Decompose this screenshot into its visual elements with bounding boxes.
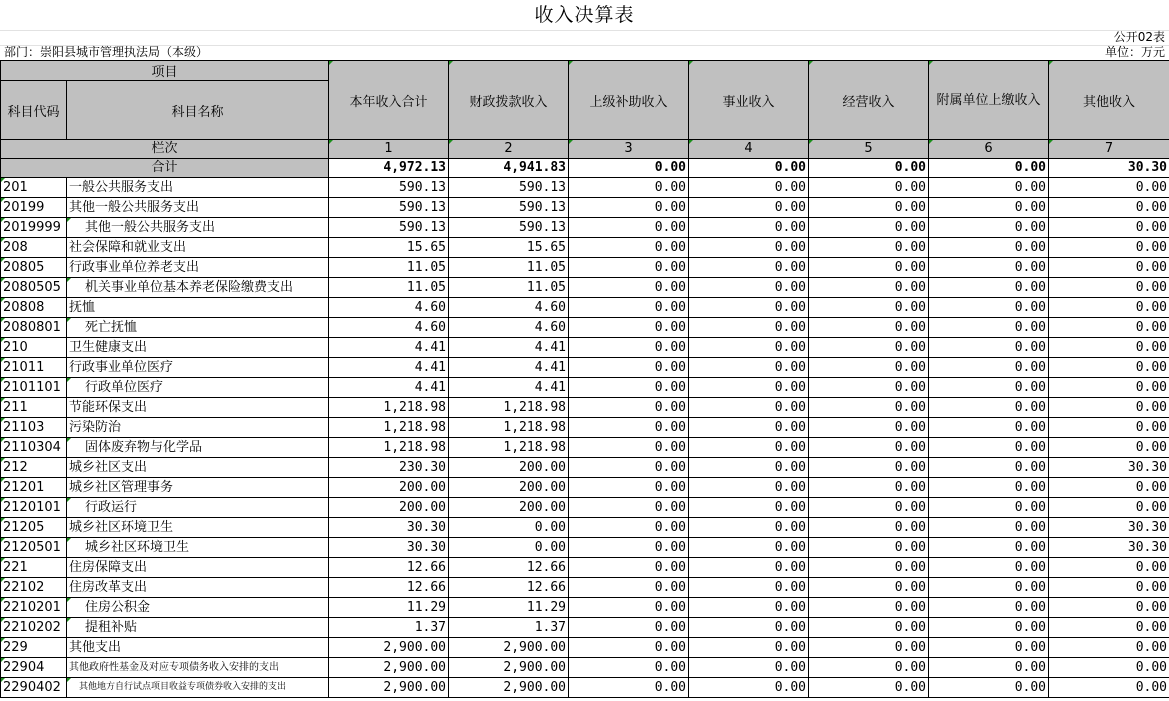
amount-cell: 0.00 <box>929 518 1049 538</box>
amount-cell: 0.00 <box>929 298 1049 318</box>
subject-code: 2120101 <box>1 498 67 518</box>
amount-cell: 0.00 <box>689 178 809 198</box>
amount-cell: 0.00 <box>569 218 689 238</box>
amount-cell: 30.30 <box>329 518 449 538</box>
amount-cell: 0.00 <box>1049 178 1169 198</box>
col-header-business: 事业收入 <box>689 61 809 140</box>
lanci-label: 栏次 <box>1 140 329 159</box>
table-row <box>1 438 1169 458</box>
amount-cell: 0.00 <box>809 578 929 598</box>
amount-cell: 4.60 <box>449 318 569 338</box>
amount-cell: 0.00 <box>809 258 929 278</box>
table-row <box>1 538 1169 558</box>
amount-cell: 0.00 <box>569 398 689 418</box>
subject-code: 2210202 <box>1 618 67 638</box>
amount-cell: 0.00 <box>689 198 809 218</box>
amount-cell: 0.00 <box>1049 338 1169 358</box>
amount-cell: 0.00 <box>809 178 929 198</box>
amount-cell: 4.41 <box>329 358 449 378</box>
amount-cell: 0.00 <box>689 318 809 338</box>
total-value: 0.00 <box>809 159 929 178</box>
amount-cell: 0.00 <box>929 538 1049 558</box>
subject-name: 行政运行 <box>67 498 329 518</box>
total-value: 4,941.83 <box>449 159 569 178</box>
amount-cell: 0.00 <box>569 258 689 278</box>
amount-cell: 2,900.00 <box>329 638 449 658</box>
amount-cell: 0.00 <box>569 418 689 438</box>
subject-name: 城乡社区环境卫生 <box>67 538 329 558</box>
amount-cell: 0.00 <box>1049 478 1169 498</box>
table-row <box>1 338 1169 358</box>
unit-label: 单位：万元 <box>1104 45 1165 59</box>
table-row <box>1 658 1169 678</box>
amount-cell: 0.00 <box>689 658 809 678</box>
table-row <box>1 558 1169 578</box>
amount-cell: 0.00 <box>929 678 1049 698</box>
amount-cell: 0.00 <box>929 498 1049 518</box>
table-row <box>1 178 1169 198</box>
project-header: 项目 <box>1 61 329 81</box>
amount-cell: 0.00 <box>689 518 809 538</box>
subject-code: 2080801 <box>1 318 67 338</box>
total-value: 0.00 <box>569 159 689 178</box>
subject-name: 城乡社区支出 <box>67 458 329 478</box>
amount-cell: 0.00 <box>1049 618 1169 638</box>
amount-cell: 0.00 <box>809 398 929 418</box>
total-value: 4,972.13 <box>329 159 449 178</box>
amount-cell: 0.00 <box>1049 258 1169 278</box>
subject-name: 固体废弃物与化学品 <box>67 438 329 458</box>
amount-cell: 590.13 <box>329 178 449 198</box>
subject-name: 住房保障支出 <box>67 558 329 578</box>
subject-code: 2110304 <box>1 438 67 458</box>
amount-cell: 0.00 <box>929 318 1049 338</box>
table-row <box>1 458 1169 478</box>
amount-cell: 30.30 <box>329 538 449 558</box>
amount-cell: 0.00 <box>449 538 569 558</box>
amount-cell: 0.00 <box>689 398 809 418</box>
amount-cell: 0.00 <box>809 558 929 578</box>
amount-cell: 0.00 <box>929 338 1049 358</box>
amount-cell: 0.00 <box>569 498 689 518</box>
amount-cell: 0.00 <box>689 278 809 298</box>
amount-cell: 200.00 <box>449 478 569 498</box>
name-header: 科目名称 <box>67 81 329 140</box>
col-number: 4 <box>689 140 809 159</box>
subject-name: 社会保障和就业支出 <box>67 238 329 258</box>
col-header-fiscal: 财政拨款收入 <box>449 61 569 140</box>
total-value: 0.00 <box>689 159 809 178</box>
amount-cell: 0.00 <box>929 658 1049 678</box>
amount-cell: 0.00 <box>689 538 809 558</box>
amount-cell: 0.00 <box>569 598 689 618</box>
amount-cell: 0.00 <box>809 478 929 498</box>
amount-cell: 0.00 <box>1049 578 1169 598</box>
col-header-superior: 上级补助收入 <box>569 61 689 140</box>
amount-cell: 4.41 <box>329 378 449 398</box>
col-header-operating: 经营收入 <box>809 61 929 140</box>
amount-cell: 0.00 <box>689 638 809 658</box>
amount-cell: 0.00 <box>809 498 929 518</box>
table-row <box>1 578 1169 598</box>
col-header-other: 其他收入 <box>1049 61 1169 140</box>
amount-cell: 0.00 <box>689 458 809 478</box>
amount-cell: 4.60 <box>329 318 449 338</box>
subject-name: 其他支出 <box>67 638 329 658</box>
subject-name: 住房改革支出 <box>67 578 329 598</box>
subject-code: 208 <box>1 238 67 258</box>
amount-cell: 0.00 <box>689 258 809 278</box>
subject-name: 行政单位医疗 <box>67 378 329 398</box>
table-row <box>1 518 1169 538</box>
amount-cell: 0.00 <box>929 618 1049 638</box>
amount-cell: 11.05 <box>329 258 449 278</box>
amount-cell: 0.00 <box>809 198 929 218</box>
table-row <box>1 298 1169 318</box>
amount-cell: 0.00 <box>569 438 689 458</box>
amount-cell: 0.00 <box>1049 398 1169 418</box>
amount-cell: 0.00 <box>569 178 689 198</box>
subject-code: 21011 <box>1 358 67 378</box>
amount-cell: 0.00 <box>1049 238 1169 258</box>
amount-cell: 0.00 <box>929 358 1049 378</box>
amount-cell: 0.00 <box>689 558 809 578</box>
total-value: 0.00 <box>929 159 1049 178</box>
amount-cell: 0.00 <box>689 218 809 238</box>
subject-code: 221 <box>1 558 67 578</box>
amount-cell: 0.00 <box>1049 198 1169 218</box>
amount-cell: 0.00 <box>1049 498 1169 518</box>
table-row <box>1 378 1169 398</box>
amount-cell: 0.00 <box>929 578 1049 598</box>
amount-cell: 0.00 <box>1049 378 1169 398</box>
amount-cell: 2,900.00 <box>449 638 569 658</box>
col-header-affiliated: 附属单位上缴收入 <box>929 61 1049 140</box>
amount-cell: 0.00 <box>1049 218 1169 238</box>
amount-cell: 0.00 <box>929 278 1049 298</box>
table-row <box>1 638 1169 658</box>
table-row <box>1 278 1169 298</box>
amount-cell: 0.00 <box>929 638 1049 658</box>
subject-name: 一般公共服务支出 <box>67 178 329 198</box>
subject-code: 212 <box>1 458 67 478</box>
amount-cell: 0.00 <box>689 338 809 358</box>
amount-cell: 590.13 <box>329 218 449 238</box>
total-label: 合计 <box>1 159 329 178</box>
department-label: 部门：崇阳县城市管理执法局（本级） <box>4 45 209 59</box>
table-row <box>1 198 1169 218</box>
amount-cell: 0.00 <box>569 638 689 658</box>
amount-cell: 590.13 <box>329 198 449 218</box>
amount-cell: 30.30 <box>1049 458 1169 478</box>
subject-code: 229 <box>1 638 67 658</box>
amount-cell: 1,218.98 <box>449 418 569 438</box>
table-row <box>1 218 1169 238</box>
amount-cell: 200.00 <box>329 498 449 518</box>
subject-code: 2080505 <box>1 278 67 298</box>
amount-cell: 0.00 <box>809 338 929 358</box>
amount-cell: 0.00 <box>569 538 689 558</box>
amount-cell: 12.66 <box>449 578 569 598</box>
subject-code: 20199 <box>1 198 67 218</box>
amount-cell: 30.30 <box>1049 518 1169 538</box>
subject-name: 城乡社区管理事务 <box>67 478 329 498</box>
table-row <box>1 238 1169 258</box>
amount-cell: 0.00 <box>569 358 689 378</box>
amount-cell: 230.30 <box>329 458 449 478</box>
amount-cell: 11.05 <box>329 278 449 298</box>
amount-cell: 0.00 <box>569 278 689 298</box>
col-number: 1 <box>329 140 449 159</box>
amount-cell: 0.00 <box>809 358 929 378</box>
amount-cell: 0.00 <box>689 578 809 598</box>
amount-cell: 0.00 <box>809 638 929 658</box>
amount-cell: 0.00 <box>569 678 689 698</box>
col-number: 5 <box>809 140 929 159</box>
subject-name: 机关事业单位基本养老保险缴费支出 <box>67 278 329 298</box>
subject-code: 20808 <box>1 298 67 318</box>
table-row <box>1 418 1169 438</box>
amount-cell: 0.00 <box>569 578 689 598</box>
amount-cell: 0.00 <box>929 218 1049 238</box>
subject-code: 2101101 <box>1 378 67 398</box>
amount-cell: 11.29 <box>449 598 569 618</box>
col-number: 3 <box>569 140 689 159</box>
amount-cell: 0.00 <box>569 618 689 638</box>
amount-cell: 0.00 <box>809 618 929 638</box>
subject-code: 21103 <box>1 418 67 438</box>
amount-cell: 2,900.00 <box>449 678 569 698</box>
amount-cell: 4.60 <box>329 298 449 318</box>
amount-cell: 0.00 <box>569 458 689 478</box>
subject-name: 节能环保支出 <box>67 398 329 418</box>
amount-cell: 2,900.00 <box>329 678 449 698</box>
subject-name: 行政事业单位医疗 <box>67 358 329 378</box>
amount-cell: 12.66 <box>329 558 449 578</box>
subject-name: 城乡社区环境卫生 <box>67 518 329 538</box>
amount-cell: 0.00 <box>929 178 1049 198</box>
amount-cell: 0.00 <box>449 518 569 538</box>
amount-cell: 0.00 <box>569 558 689 578</box>
amount-cell: 1,218.98 <box>329 398 449 418</box>
amount-cell: 0.00 <box>809 378 929 398</box>
amount-cell: 15.65 <box>449 238 569 258</box>
amount-cell: 0.00 <box>689 418 809 438</box>
amount-cell: 0.00 <box>809 238 929 258</box>
col-number: 7 <box>1049 140 1169 159</box>
table-row <box>1 678 1169 698</box>
subject-code: 211 <box>1 398 67 418</box>
amount-cell: 0.00 <box>569 478 689 498</box>
amount-cell: 0.00 <box>1049 558 1169 578</box>
table-row <box>1 358 1169 378</box>
amount-cell: 0.00 <box>689 438 809 458</box>
amount-cell: 4.41 <box>329 338 449 358</box>
amount-cell: 200.00 <box>329 478 449 498</box>
amount-cell: 0.00 <box>569 298 689 318</box>
amount-cell: 0.00 <box>809 658 929 678</box>
col-number: 2 <box>449 140 569 159</box>
amount-cell: 0.00 <box>929 258 1049 278</box>
amount-cell: 2,900.00 <box>329 658 449 678</box>
income-table <box>0 60 1169 698</box>
amount-cell: 0.00 <box>809 438 929 458</box>
amount-cell: 4.41 <box>449 338 569 358</box>
amount-cell: 0.00 <box>689 618 809 638</box>
amount-cell: 0.00 <box>929 458 1049 478</box>
amount-cell: 0.00 <box>1049 438 1169 458</box>
amount-cell: 590.13 <box>449 178 569 198</box>
subject-code: 22904 <box>1 658 67 678</box>
amount-cell: 0.00 <box>689 378 809 398</box>
amount-cell: 0.00 <box>689 498 809 518</box>
amount-cell: 0.00 <box>1049 298 1169 318</box>
amount-cell: 11.05 <box>449 258 569 278</box>
subject-code: 2290402 <box>1 678 67 698</box>
amount-cell: 0.00 <box>809 418 929 438</box>
subject-code: 2019999 <box>1 218 67 238</box>
subject-name: 卫生健康支出 <box>67 338 329 358</box>
amount-cell: 1.37 <box>449 618 569 638</box>
grid-line <box>0 30 1169 31</box>
amount-cell: 1,218.98 <box>449 438 569 458</box>
form-number: 公开02表 <box>1113 30 1165 44</box>
subject-code: 201 <box>1 178 67 198</box>
subject-code: 21205 <box>1 518 67 538</box>
amount-cell: 11.05 <box>449 278 569 298</box>
table-row <box>1 478 1169 498</box>
amount-cell: 200.00 <box>449 458 569 478</box>
amount-cell: 590.13 <box>449 218 569 238</box>
subject-name: 其他一般公共服务支出 <box>67 198 329 218</box>
amount-cell: 1.37 <box>329 618 449 638</box>
subject-name: 其他地方自行试点项目收益专项债券收入安排的支出 <box>67 678 329 698</box>
subject-code: 2120501 <box>1 538 67 558</box>
subject-code: 21201 <box>1 478 67 498</box>
amount-cell: 4.60 <box>449 298 569 318</box>
amount-cell: 0.00 <box>809 318 929 338</box>
amount-cell: 0.00 <box>929 558 1049 578</box>
amount-cell: 0.00 <box>809 678 929 698</box>
page-title: 收入决算表 <box>534 4 635 26</box>
amount-cell: 0.00 <box>929 438 1049 458</box>
col-number: 6 <box>929 140 1049 159</box>
subject-name: 死亡抚恤 <box>67 318 329 338</box>
amount-cell: 1,218.98 <box>329 418 449 438</box>
amount-cell: 0.00 <box>929 398 1049 418</box>
amount-cell: 4.41 <box>449 378 569 398</box>
subject-name: 提租补贴 <box>67 618 329 638</box>
amount-cell: 0.00 <box>809 598 929 618</box>
amount-cell: 0.00 <box>1049 318 1169 338</box>
subject-name: 污染防治 <box>67 418 329 438</box>
amount-cell: 12.66 <box>329 578 449 598</box>
amount-cell: 0.00 <box>569 378 689 398</box>
subject-code: 2210201 <box>1 598 67 618</box>
subject-code: 20805 <box>1 258 67 278</box>
subject-name: 行政事业单位养老支出 <box>67 258 329 278</box>
amount-cell: 0.00 <box>689 678 809 698</box>
amount-cell: 15.65 <box>329 238 449 258</box>
amount-cell: 0.00 <box>1049 678 1169 698</box>
amount-cell: 0.00 <box>689 598 809 618</box>
amount-cell: 11.29 <box>329 598 449 618</box>
amount-cell: 0.00 <box>689 238 809 258</box>
col-header-total: 本年收入合计 <box>329 61 449 140</box>
code-header: 科目代码 <box>1 81 67 140</box>
amount-cell: 30.30 <box>1049 538 1169 558</box>
amount-cell: 0.00 <box>569 238 689 258</box>
amount-cell: 0.00 <box>1049 658 1169 678</box>
amount-cell: 0.00 <box>1049 278 1169 298</box>
amount-cell: 0.00 <box>1049 358 1169 378</box>
subject-code: 210 <box>1 338 67 358</box>
table-row <box>1 258 1169 278</box>
amount-cell: 0.00 <box>569 518 689 538</box>
amount-cell: 0.00 <box>809 298 929 318</box>
amount-cell: 0.00 <box>569 318 689 338</box>
amount-cell: 590.13 <box>449 198 569 218</box>
amount-cell: 12.66 <box>449 558 569 578</box>
amount-cell: 2,900.00 <box>449 658 569 678</box>
table-row <box>1 598 1169 618</box>
amount-cell: 0.00 <box>929 198 1049 218</box>
subject-name: 住房公积金 <box>67 598 329 618</box>
subject-name: 其他政府性基金及对应专项债务收入安排的支出 <box>67 658 329 678</box>
amount-cell: 0.00 <box>929 238 1049 258</box>
amount-cell: 4.41 <box>449 358 569 378</box>
amount-cell: 0.00 <box>929 478 1049 498</box>
table-row <box>1 618 1169 638</box>
amount-cell: 200.00 <box>449 498 569 518</box>
amount-cell: 1,218.98 <box>449 398 569 418</box>
table-row <box>1 498 1169 518</box>
amount-cell: 0.00 <box>929 418 1049 438</box>
amount-cell: 0.00 <box>809 518 929 538</box>
amount-cell: 0.00 <box>809 538 929 558</box>
amount-cell: 0.00 <box>809 218 929 238</box>
table-row <box>1 318 1169 338</box>
amount-cell: 0.00 <box>1049 598 1169 618</box>
amount-cell: 0.00 <box>689 478 809 498</box>
total-value: 30.30 <box>1049 159 1169 178</box>
subject-name: 抚恤 <box>67 298 329 318</box>
amount-cell: 0.00 <box>809 458 929 478</box>
subject-code: 22102 <box>1 578 67 598</box>
amount-cell: 0.00 <box>569 338 689 358</box>
amount-cell: 0.00 <box>929 598 1049 618</box>
amount-cell: 0.00 <box>689 358 809 378</box>
table-row <box>1 398 1169 418</box>
amount-cell: 0.00 <box>809 278 929 298</box>
subject-name: 其他一般公共服务支出 <box>67 218 329 238</box>
amount-cell: 0.00 <box>929 378 1049 398</box>
amount-cell: 0.00 <box>1049 638 1169 658</box>
amount-cell: 1,218.98 <box>329 438 449 458</box>
amount-cell: 0.00 <box>1049 418 1169 438</box>
amount-cell: 0.00 <box>569 658 689 678</box>
amount-cell: 0.00 <box>689 298 809 318</box>
amount-cell: 0.00 <box>569 198 689 218</box>
